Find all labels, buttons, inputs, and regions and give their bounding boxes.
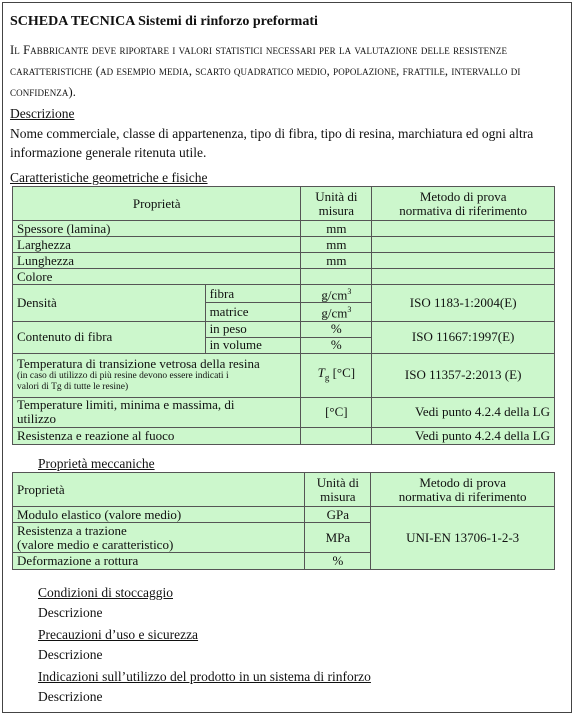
mechanical-table: [12, 472, 555, 570]
table-row: matrice $g/cm^3$: [13, 303, 555, 321]
usage-heading: Indicazioni sull’utilizzo del prodotto in un sistema di rinforzo: [38, 669, 371, 684]
header-unit: Unità di misura: [301, 187, 372, 221]
table-row: Temperature limiti, minima e massima, di utilizzo [°C] Vedi punto 4.2.4 della LG: [13, 397, 555, 427]
header-method: Metodo di prova normativa di riferimento: [371, 473, 555, 507]
header-unit: Unità di misura: [305, 473, 371, 507]
mechanical-heading: Proprietà meccaniche: [38, 456, 155, 471]
storage-heading: Condizioni di stoccaggio: [38, 585, 173, 600]
table-row: in volume %: [13, 337, 555, 353]
safety-text: Descrizione: [38, 647, 103, 662]
intro-paragraph: Il Fabbricante deve riportare i valori statistici necessari per la valutazione delle resistenze caratteristiche (ad esempio media, scarto quadratico medio, popolazione, frattile, intervallo di confidenza).: [10, 43, 521, 99]
table-row: Resistenza a trazione (valore medio e caratteristico) MPa: [13, 523, 555, 553]
header-property: Proprietà: [13, 187, 301, 221]
geometric-heading: Caratteristiche geometriche e fisiche: [10, 170, 208, 185]
usage-text: Descrizione: [38, 689, 103, 704]
table-row: Spessore (lamina) mm: [13, 221, 555, 237]
storage-text: Descrizione: [38, 605, 103, 620]
geometric-table: [12, 186, 555, 445]
table-row: Contenuto di fibra in peso % ISO 11667:1997(E): [13, 321, 555, 337]
table-row: Deformazione a rottura %: [13, 553, 555, 570]
description-text: Nome commerciale, classe di appartenenza, tipo di fibra, tipo di resina, marchiatura ed ogni altra informazione generale ritenuta utile.: [10, 126, 534, 160]
table-row: Modulo elastico (valore medio) GPa UNI-EN 13706-1-2-3: [13, 507, 555, 523]
table-header-row: [13, 473, 555, 507]
table-header-row: [13, 187, 555, 221]
safety-heading: Precauzioni d’uso e sicurezza: [38, 627, 199, 642]
page-title: SCHEDA TECNICA Sistemi di rinforzo preformati: [10, 14, 318, 29]
table-row: Densità fibra $g/cm^3$ ISO 1183-1:2004(E): [13, 285, 555, 303]
description-heading: Descrizione: [10, 106, 75, 121]
table-row: Larghezza mm: [13, 237, 555, 253]
table-row: Colore: [13, 269, 555, 285]
table-row: Temperatura di transizione vetrosa della resina (in caso di utilizzo di più resine devono essere indicati i valori di Tg di tutte le resine) $T_g$ [°C] ISO 11357-2:2013 (E): [13, 353, 555, 397]
header-method: Metodo di prova normativa di riferimento: [372, 187, 555, 221]
header-property: Proprietà: [13, 473, 305, 507]
table-row: Lunghezza mm: [13, 253, 555, 269]
table-row: Resistenza e reazione al fuoco Vedi punto 4.2.4 della LG: [13, 427, 555, 444]
